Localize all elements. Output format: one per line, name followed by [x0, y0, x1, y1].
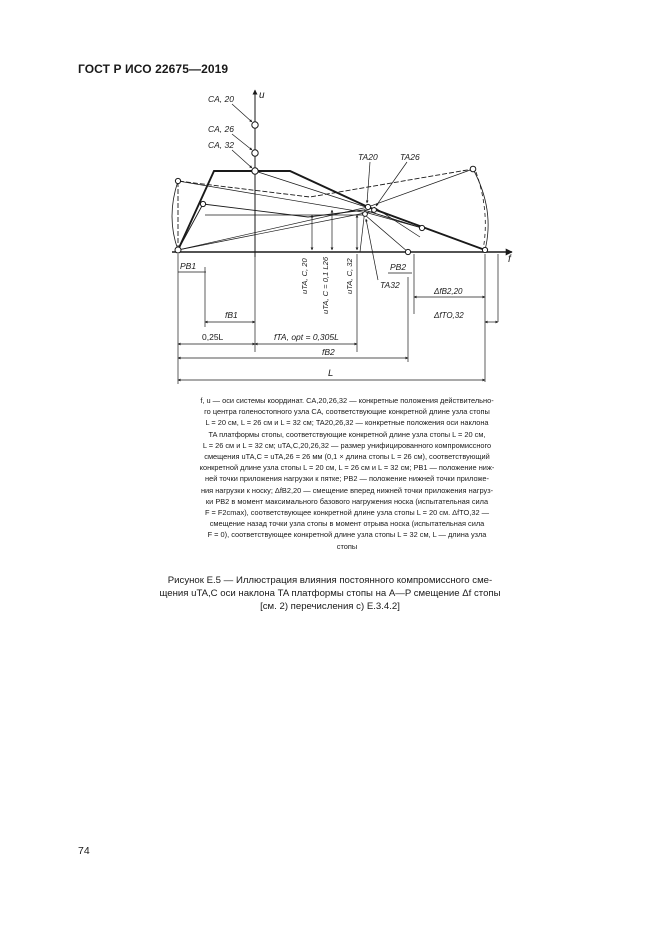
pb2-label: PB2 [390, 262, 407, 272]
legend-line: TA платформы стопы, соответствующие конкретной длине узла стопы L = 20 см, [208, 429, 486, 439]
df-b2-20-label: ΔfB2,20 [434, 287, 463, 296]
foot-outline-32 [178, 169, 473, 250]
legend-line: смещение назад точки узла стопы в момент отрыва носка (испытательная сила [209, 519, 485, 529]
legend-line: F = F2cmax), соответствующее конкретной длине узла стопы L = 20 см. ΔfTO,32 — [204, 508, 490, 518]
legend-line: f, u — оси системы координат. CA,20,26,32 — конкретные положения действительно- [200, 396, 494, 405]
page-number: 74 [78, 845, 90, 857]
ta32-label: TA32 [380, 280, 400, 290]
legend-line: смещения uTA,C = uTA,26 = 26 мм (0,1 × длина стопы L = 26 см), соответствующий [204, 452, 490, 462]
figure-caption [138, 574, 522, 613]
pb1-point [175, 247, 181, 253]
legend-line: ней точки приложения нагрузки к пятке; PB2 — положение нижней точки приложе- [205, 474, 489, 484]
u-axis-label: u [259, 90, 265, 101]
legend-line: ния нагрузки к носку; ΔfB2,20 — смещение вперед нижней точки приложения нагруз- [200, 485, 494, 495]
legend-line: стопы [336, 541, 358, 551]
rotation-arcs [172, 169, 488, 250]
ca32-point [252, 168, 258, 174]
legend-line: F = 0), соответствующее конкретной длине узла стопы L = 32 см, L — длина узла [207, 530, 487, 540]
ca26-label: CA, 26 [208, 124, 234, 134]
df-to-32-label: ΔfTO,32 [434, 311, 464, 320]
quarter-l-label: 0,25L [202, 332, 224, 342]
length-l-label: L [328, 368, 334, 379]
document-header: ГОСТ Р ИСО 22675—2019 [78, 62, 229, 76]
heel-top-32 [175, 178, 180, 183]
ca26-point [252, 150, 258, 156]
ta32-point [363, 212, 368, 217]
f-b2-label: fB2 [322, 347, 335, 357]
legend-line: конкретной длине узла стопы L = 20 см, L = 26 см и L = 32 см; PB1 — положение ниж- [199, 463, 495, 473]
pb1-label: PB1 [180, 261, 197, 271]
legend-line: L = 26 см и L = 32 см; uTA,C,20,26,32 — размер унифицированного компромиссного [202, 440, 492, 450]
f-ta-opt-label: fTA, opt = 0,305L [274, 332, 339, 342]
foot-outline-26 [178, 171, 485, 250]
figure-legend [174, 395, 520, 552]
ca20-label: CA, 20 [208, 94, 234, 104]
legend-line: ки PB2 в момент максимального базового нагружения носка (испытательная сила [205, 496, 489, 506]
heel-top-20 [200, 201, 205, 206]
ca20-point [252, 122, 258, 128]
ta26-label: TA26 [400, 152, 420, 162]
foot-geometry-figure [150, 82, 530, 392]
pb2-point [405, 249, 410, 254]
ta20-point [365, 204, 370, 209]
ta-rays [178, 169, 485, 252]
legend-line: го центра голеностопного узла CA, соответствующие конкретной длине узла стопы [204, 407, 490, 417]
toe-ground-point [482, 247, 487, 252]
toe-point-32 [470, 166, 476, 172]
toe-point-20 [419, 225, 424, 230]
caption-line: [см. 2) перечисления с) Е.3.4.2] [260, 601, 400, 612]
ca32-label: CA, 32 [208, 140, 234, 150]
u-ta-c-32-label: uTA, C, 32 [345, 258, 354, 294]
f-b1-label: fB1 [225, 310, 238, 320]
ca-leaders [232, 104, 252, 168]
f-axis-label: f [508, 254, 511, 265]
ta26-point [372, 208, 377, 213]
legend-line: L = 20 см, L = 26 см и L = 32 см; TA20,26,32 — конкретные положения оси наклона [205, 418, 489, 428]
caption-line: Рисунок Е.5 — Иллюстрация влияния постоянного компромиссного сме- [167, 575, 493, 586]
ta20-label: TA20 [358, 152, 378, 162]
u-ta-c-label: uTA, C = 0,1 L26 [321, 256, 330, 314]
u-ta-c-20-label: uTA, C, 20 [300, 258, 309, 294]
caption-line: щения uTA,C оси наклона TA платформы стопы на A—P смещение Δf стопы [159, 588, 501, 599]
